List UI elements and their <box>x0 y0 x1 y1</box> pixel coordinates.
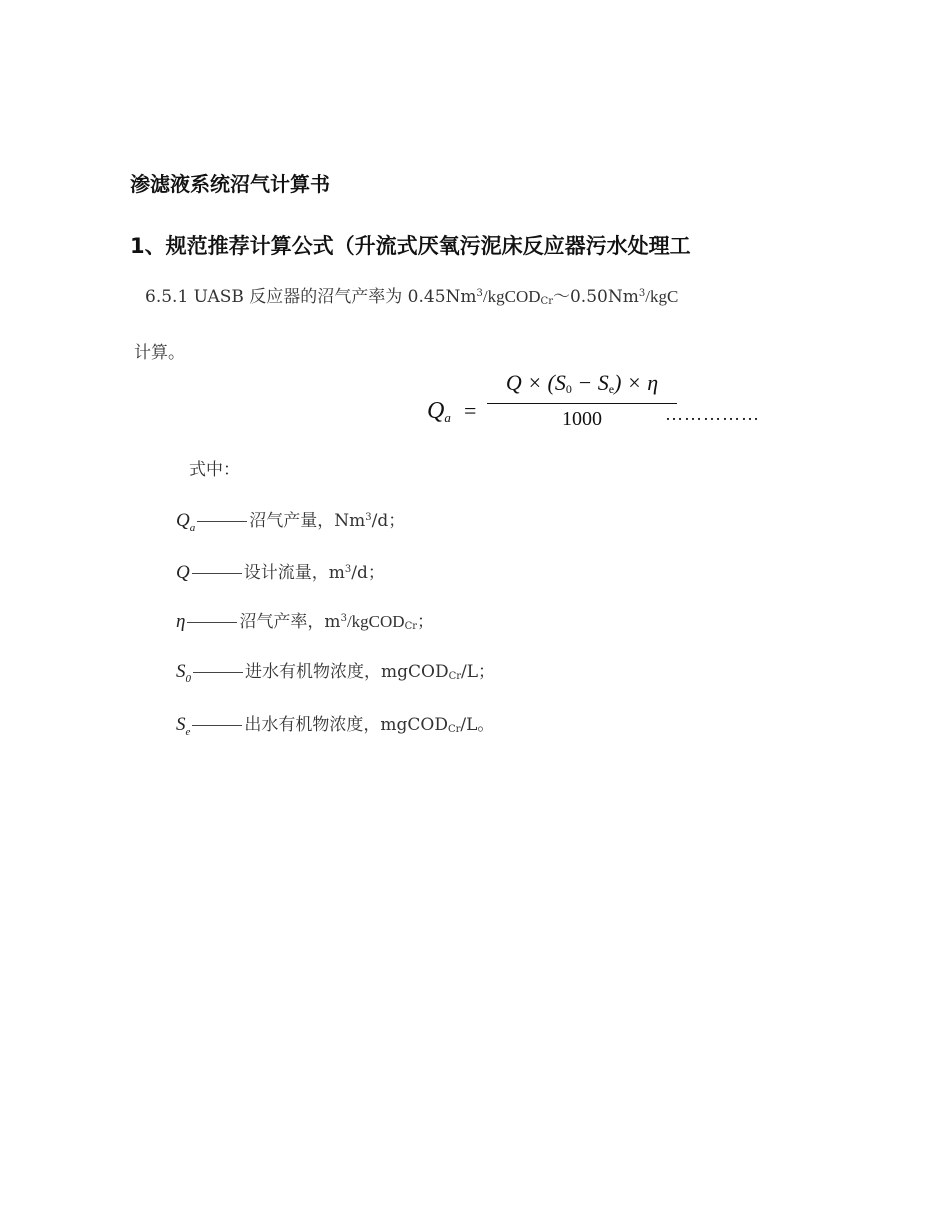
clause-paragraph <box>145 282 678 307</box>
clause-sub-b: Cr <box>540 296 553 307</box>
formula-num-c: ) × η <box>614 370 659 395</box>
clause-continuation: 计算。 <box>134 343 185 363</box>
definition-desc: 设计流量，m <box>243 563 345 583</box>
formula-fraction <box>487 370 677 431</box>
symbol-letter: S <box>176 661 186 682</box>
em-dash-rule <box>192 573 242 574</box>
formula-leader-dots: …………… <box>665 404 760 424</box>
definition-rest: /d； <box>351 563 385 583</box>
em-dash-rule <box>187 622 237 623</box>
definition-se <box>176 710 494 738</box>
definition-desc: 出水有机物浓度，mgCOD <box>244 715 448 735</box>
clause-text-b: /kgCOD <box>482 287 541 306</box>
symbol-subscript: e <box>185 725 191 738</box>
formula-lhs-symbol: Q <box>427 398 445 424</box>
definition-s0 <box>176 657 495 685</box>
definition-rest-a: /kgCOD <box>346 612 405 631</box>
formula-num-a: Q × (S <box>505 370 566 395</box>
definition-qa <box>176 506 405 534</box>
clause-text-d: /kgC <box>645 287 679 306</box>
formula-lhs-sub: a <box>444 410 451 425</box>
definition-rest-sub: Cr <box>404 621 417 632</box>
where-label: 式中： <box>189 460 240 480</box>
em-dash-rule <box>193 672 243 673</box>
symbol-subscript: 0 <box>185 672 191 685</box>
symbol-subscript: a <box>189 521 196 534</box>
formula-numerator <box>487 370 677 400</box>
definition-desc: 进水有机物浓度，mgCOD <box>245 662 449 682</box>
definition-desc: 沼气产率，m <box>239 612 341 632</box>
clause-sup-c: 3 <box>638 288 646 299</box>
formula-equals: = <box>464 398 477 423</box>
formula-num-b: − S <box>571 370 609 395</box>
definition-symbol <box>176 714 191 738</box>
formula-denominator: 1000 <box>562 408 602 430</box>
formula-fraction-bar <box>487 403 677 404</box>
symbol-letter: Q <box>176 562 190 583</box>
formula-num-sube: e <box>608 382 615 396</box>
definition-rest: /d； <box>371 511 406 531</box>
biogas-formula <box>427 370 783 440</box>
symbol-letter: Q <box>176 510 190 531</box>
definition-sup: 3 <box>344 564 352 575</box>
em-dash-rule <box>197 521 247 522</box>
definition-desc-sub: Cr <box>448 671 462 682</box>
definition-sup: 3 <box>340 613 347 624</box>
section-heading: 1、规范推荐计算公式（升流式厌氧污泥床反应器污水处理工 <box>130 234 691 258</box>
formula-lhs <box>427 398 451 426</box>
definition-sup: 3 <box>365 512 372 523</box>
formula-num-sub0: 0 <box>565 382 572 396</box>
definition-eta <box>176 607 434 633</box>
symbol-letter: S <box>176 714 186 735</box>
clause-text-a: 6.5.1 UASB 反应器的沼气产率为 0.45Nm <box>145 287 477 307</box>
clause-sup-a: 3 <box>476 288 483 299</box>
definition-rest-b: ； <box>417 612 434 632</box>
definition-symbol <box>176 510 196 534</box>
definition-q <box>176 558 385 584</box>
definition-symbol <box>176 562 190 583</box>
clause-text-c: ～0.50Nm <box>552 287 639 307</box>
definition-rest: /L； <box>461 662 496 682</box>
definition-desc: 沼气产量，Nm <box>249 511 366 531</box>
document-title: 渗滤液系统沼气计算书 <box>130 172 330 196</box>
definition-symbol <box>176 611 185 632</box>
definition-rest: /L。 <box>460 715 495 735</box>
symbol-letter: η <box>176 611 186 632</box>
em-dash-rule <box>192 725 242 726</box>
definition-desc-sub: Cr <box>447 724 461 735</box>
definition-symbol <box>176 661 191 685</box>
